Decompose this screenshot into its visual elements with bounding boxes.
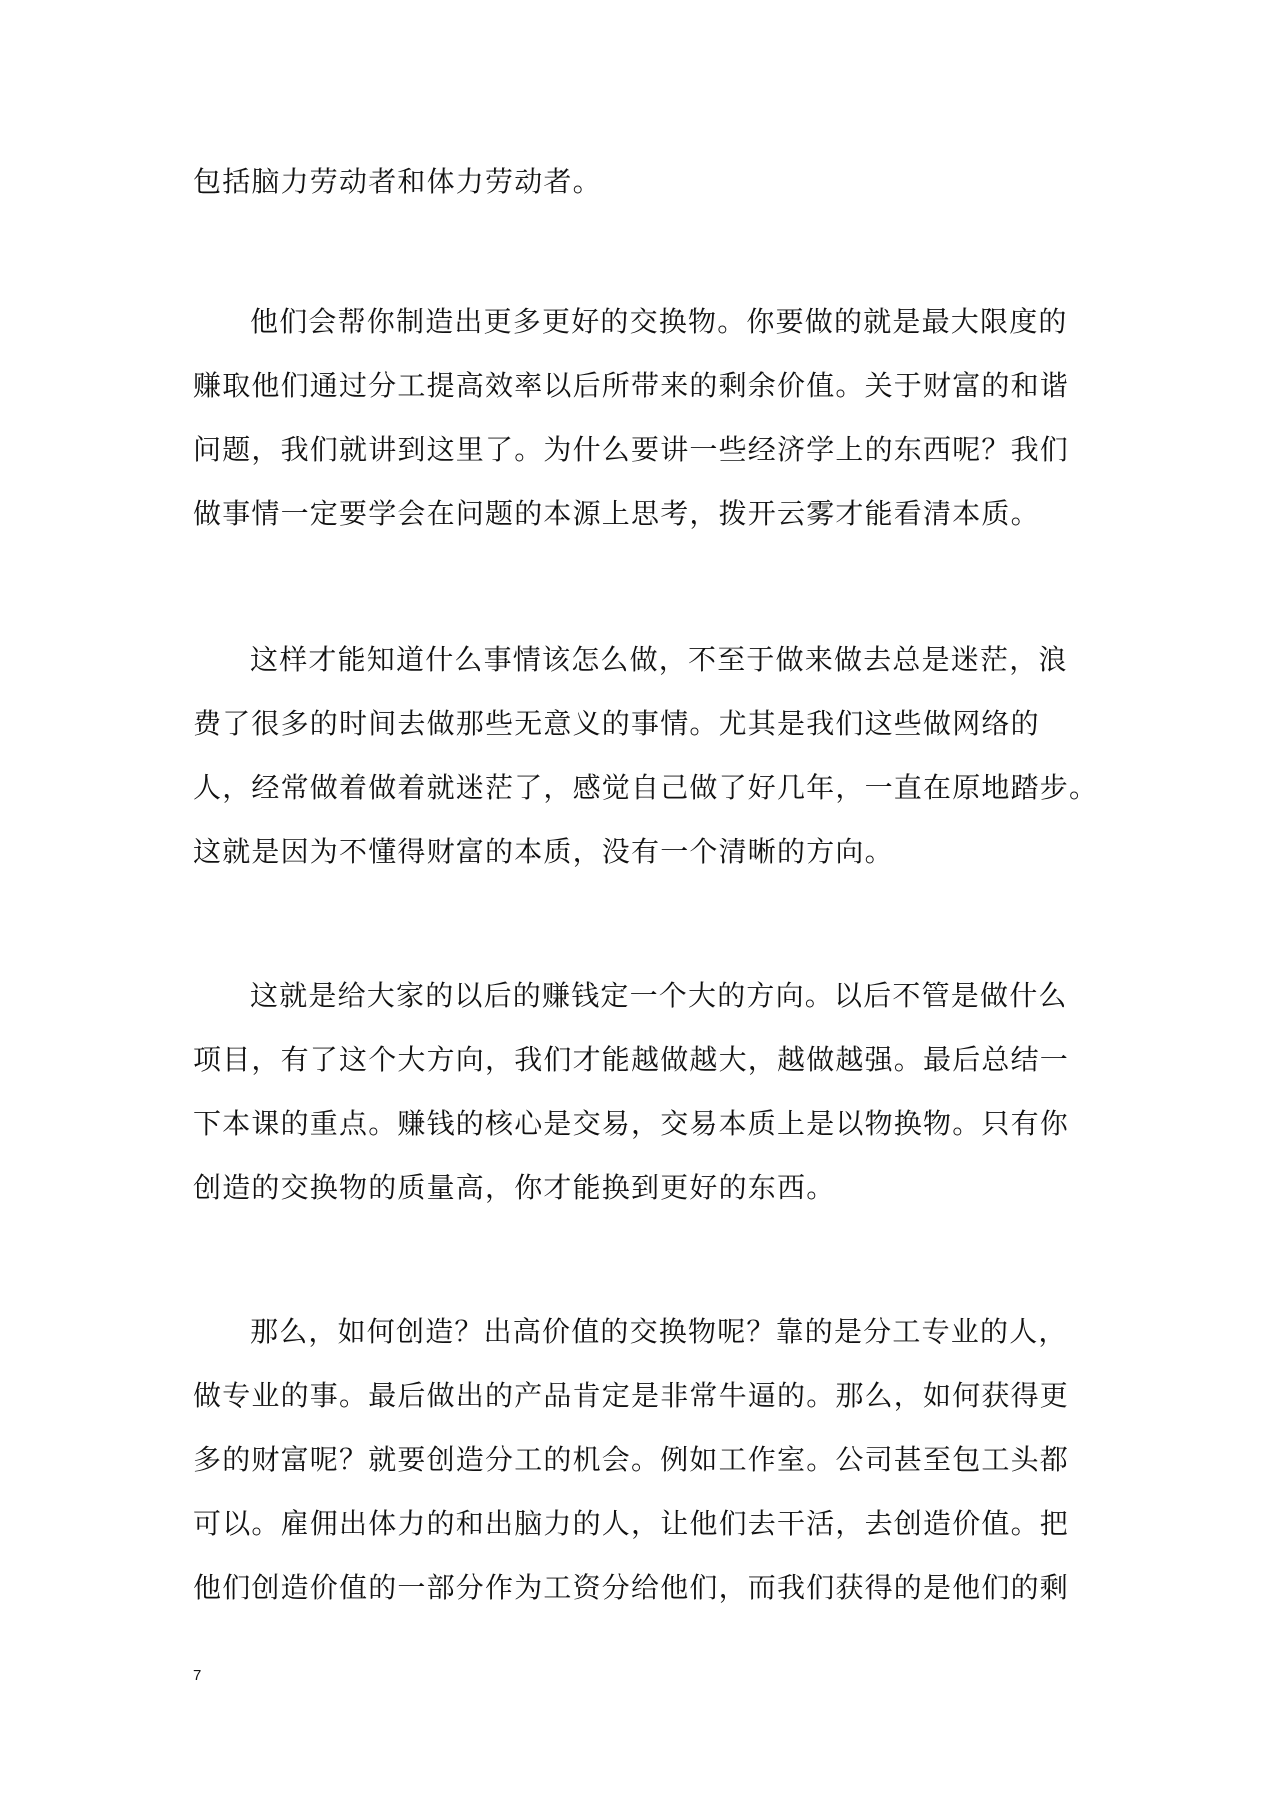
paragraph-line: 问题，我们就讲到这里了。为什么要讲一些经济学上的东西呢？我们 <box>193 433 1070 466</box>
paragraph-line: 包括脑力劳动者和体力劳动者。 <box>193 165 602 198</box>
paragraph-line: 做专业的事。最后做出的产品肯定是非常牛逼的。那么，如何获得更 <box>193 1379 1070 1412</box>
paragraph-line: 做事情一定要学会在问题的本源上思考，拨开云雾才能看清本质。 <box>193 497 1040 530</box>
paragraph-line: 这就是给大家的以后的赚钱定一个大的方向。以后不管是做什么 <box>250 979 1068 1012</box>
paragraph-line: 人，经常做着做着就迷茫了，感觉自己做了好几年，一直在原地踏步。 <box>193 771 1099 804</box>
paragraph-line: 这就是因为不懂得财富的本质，没有一个清晰的方向。 <box>193 835 894 868</box>
paragraph-line: 那么，如何创造？出高价值的交换物呢？靠的是分工专业的人， <box>250 1315 1068 1348</box>
paragraph-line: 他们会帮你制造出更多更好的交换物。你要做的就是最大限度的 <box>250 305 1068 338</box>
paragraph-line: 项目，有了这个大方向，我们才能越做越大，越做越强。最后总结一 <box>193 1043 1070 1076</box>
paragraph-line: 下本课的重点。赚钱的核心是交易，交易本质上是以物换物。只有你 <box>193 1107 1070 1140</box>
page-number: 7 <box>193 1667 202 1684</box>
paragraph-line: 多的财富呢？就要创造分工的机会。例如工作室。公司甚至包工头都 <box>193 1443 1070 1476</box>
paragraph-line: 他们创造价值的一部分作为工资分给他们，而我们获得的是他们的剩 <box>193 1571 1070 1604</box>
paragraph-line: 费了很多的时间去做那些无意义的事情。尤其是我们这些做网络的 <box>193 707 1040 740</box>
paragraph-line: 这样才能知道什么事情该怎么做，不至于做来做去总是迷茫，浪 <box>250 643 1068 676</box>
paragraph-line: 赚取他们通过分工提高效率以后所带来的剩余价值。关于财富的和谐 <box>193 369 1070 402</box>
paragraph-line: 创造的交换物的质量高，你才能换到更好的东西。 <box>193 1171 836 1204</box>
paragraph-line: 可以。雇佣出体力的和出脑力的人，让他们去干活，去创造价值。把 <box>193 1507 1070 1540</box>
